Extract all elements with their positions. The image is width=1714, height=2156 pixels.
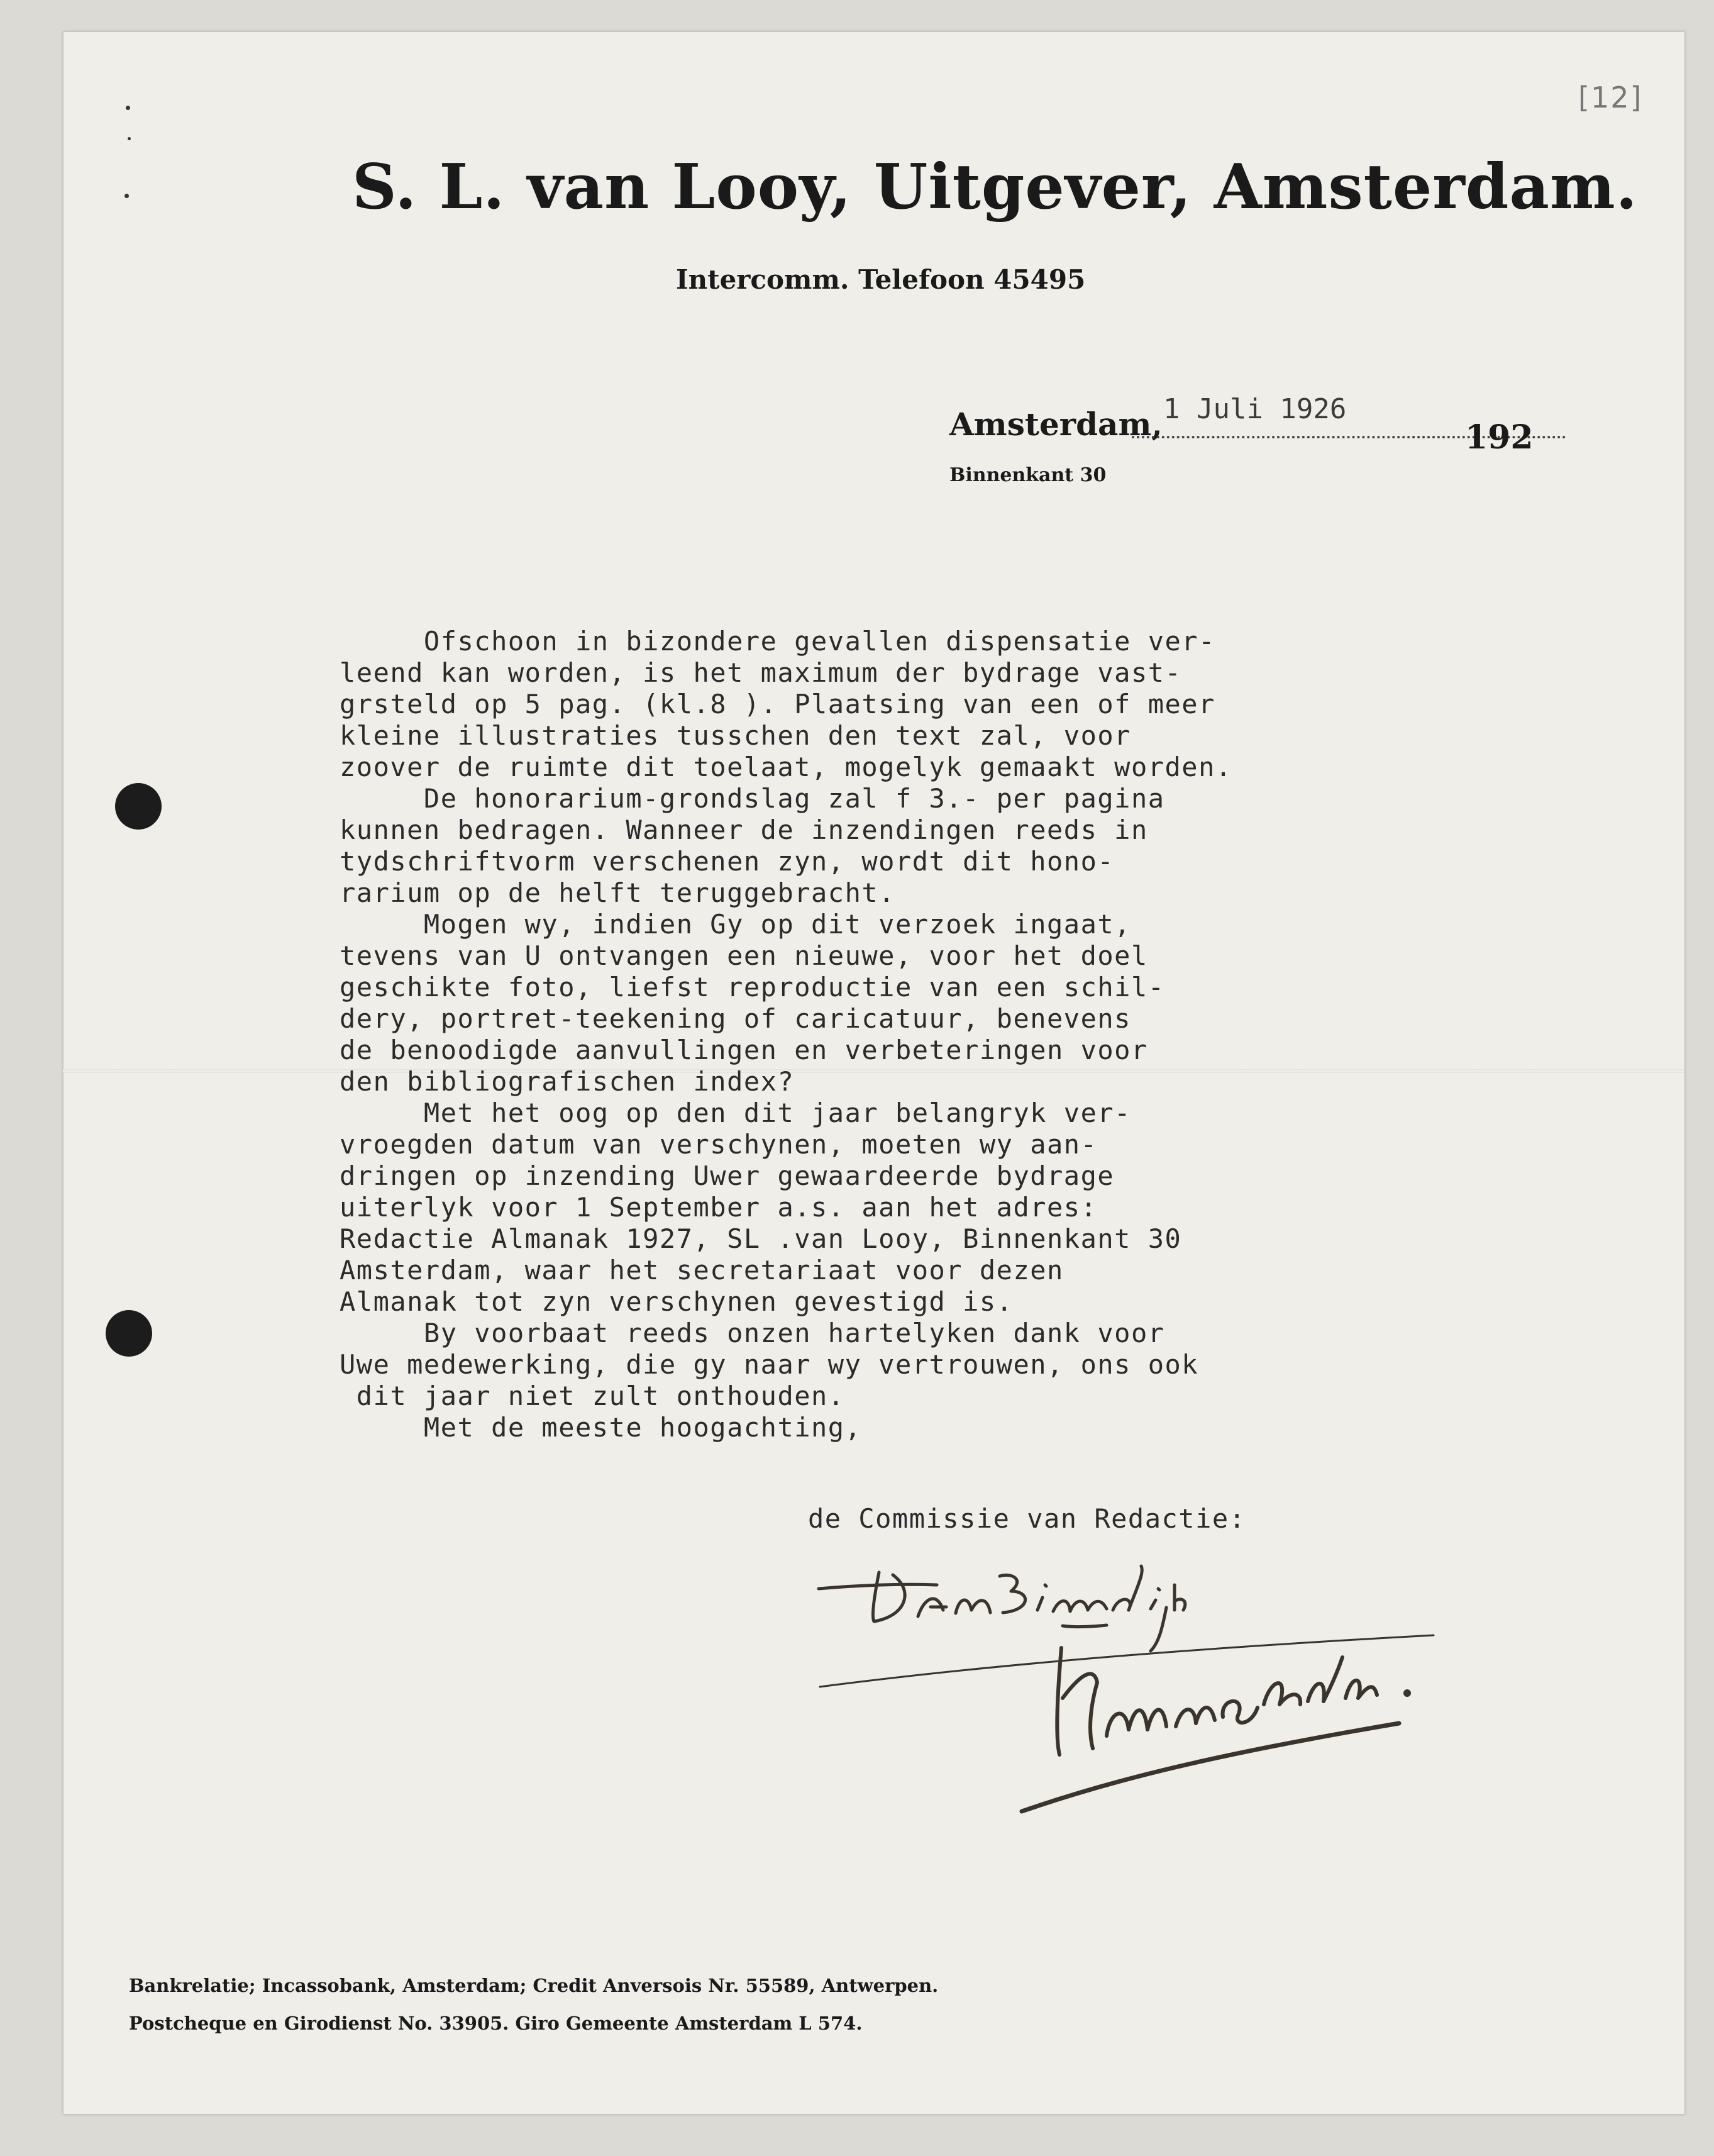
body-line: kleine illustraties tusschen den text zal, voor bbox=[340, 720, 1131, 751]
body-line: geschikte foto, liefst reproductie van een schil- bbox=[340, 972, 1165, 1003]
signatures bbox=[811, 1547, 1452, 1836]
body-line: rarium op de helft teruggebracht. bbox=[340, 877, 895, 908]
body-line: tydschriftvorm verschenen zyn, wordt dit hono- bbox=[340, 846, 1115, 877]
body-line: Ofschoon in bizondere gevallen dispensatie ver- bbox=[340, 626, 1215, 657]
body-line: grsteld op 5 pag. (kl.8 ). Plaatsing van een of meer bbox=[340, 689, 1215, 720]
body-line: den bibliografischen index? bbox=[340, 1066, 795, 1097]
punch-hole-bottom bbox=[106, 1310, 152, 1357]
body-line: zoover de ruimte dit toelaat, mogelyk gemaakt worden. bbox=[340, 752, 1232, 782]
body-line: de benoodigde aanvullingen en verbeteringen voor bbox=[340, 1035, 1148, 1065]
closing-line: de Commissie van Redactie: bbox=[808, 1503, 1246, 1534]
body-line: tevens van U ontvangen een nieuwe, voor het doel bbox=[340, 940, 1148, 971]
body-line: dit jaar niet zult onthouden. bbox=[340, 1381, 845, 1411]
body-line: Uwe medewerking, die gy naar wy vertrouwen, ons ook bbox=[340, 1349, 1199, 1380]
body-line: Redactie Almanak 1927, SL .van Looy, Binnenkant 30 bbox=[340, 1223, 1182, 1254]
body-line: De honorarium-grondslag zal f 3.- per pagina bbox=[340, 783, 1165, 814]
body-line: Mogen wy, indien Gy op dit verzoek ingaat, bbox=[340, 909, 1131, 940]
publisher-heading: S. L. van Looy, Uitgever, Amsterdam. bbox=[352, 151, 1638, 223]
archive-mark: [12] bbox=[1578, 81, 1643, 114]
signature-binnendijk bbox=[819, 1566, 1185, 1651]
body-line: Almanak tot zyn verschynen gevestigd is. bbox=[340, 1286, 1014, 1317]
telephone-line: Intercomm. Telefoon 45495 bbox=[676, 264, 1086, 295]
ink-speck bbox=[126, 106, 130, 110]
ink-speck bbox=[128, 137, 131, 140]
body-line: dringen op inzending Uwer gewaardeerde bydrage bbox=[340, 1160, 1115, 1191]
body-line: vroegden datum van verschynen, moeten wy aan- bbox=[340, 1129, 1098, 1160]
body-line: By voorbaat reeds onzen hartelyken dank voor bbox=[340, 1318, 1165, 1348]
ink-speck bbox=[124, 194, 129, 198]
signature-scholte bbox=[1022, 1648, 1409, 1811]
body-line: dery, portret-teekening of caricatuur, benevens bbox=[340, 1003, 1131, 1034]
date-year-prefix: 192 bbox=[1465, 418, 1534, 457]
body-line: uiterlyk voor 1 September a.s. aan het adres: bbox=[340, 1192, 1098, 1223]
date-line bbox=[949, 393, 1566, 457]
body-line: Met het oog op den dit jaar belangryk ver- bbox=[340, 1097, 1131, 1128]
body-line: kunnen bedragen. Wanneer de inzendingen reeds in bbox=[340, 814, 1148, 845]
punch-hole-top bbox=[115, 783, 162, 830]
footer-giro: Postcheque en Girodienst No. 33905. Giro Gemeente Amsterdam L 574. bbox=[129, 2013, 863, 2034]
body-line: Amsterdam, waar het secretariaat voor dezen bbox=[340, 1255, 1064, 1286]
publisher-address: Binnenkant 30 bbox=[949, 464, 1107, 486]
footer-bank: Bankrelatie; Incassobank, Amsterdam; Credit Anversois Nr. 55589, Antwerpen. bbox=[129, 1975, 939, 1996]
date-place: Amsterdam, bbox=[949, 406, 1163, 443]
letter-body bbox=[340, 626, 1346, 1443]
body-line: leend kan worden, is het maximum der bydrage vast- bbox=[340, 657, 1182, 688]
typed-date: 1 Juli 1926 bbox=[1163, 393, 1347, 425]
body-line: Met de meeste hoogachting, bbox=[340, 1412, 862, 1443]
